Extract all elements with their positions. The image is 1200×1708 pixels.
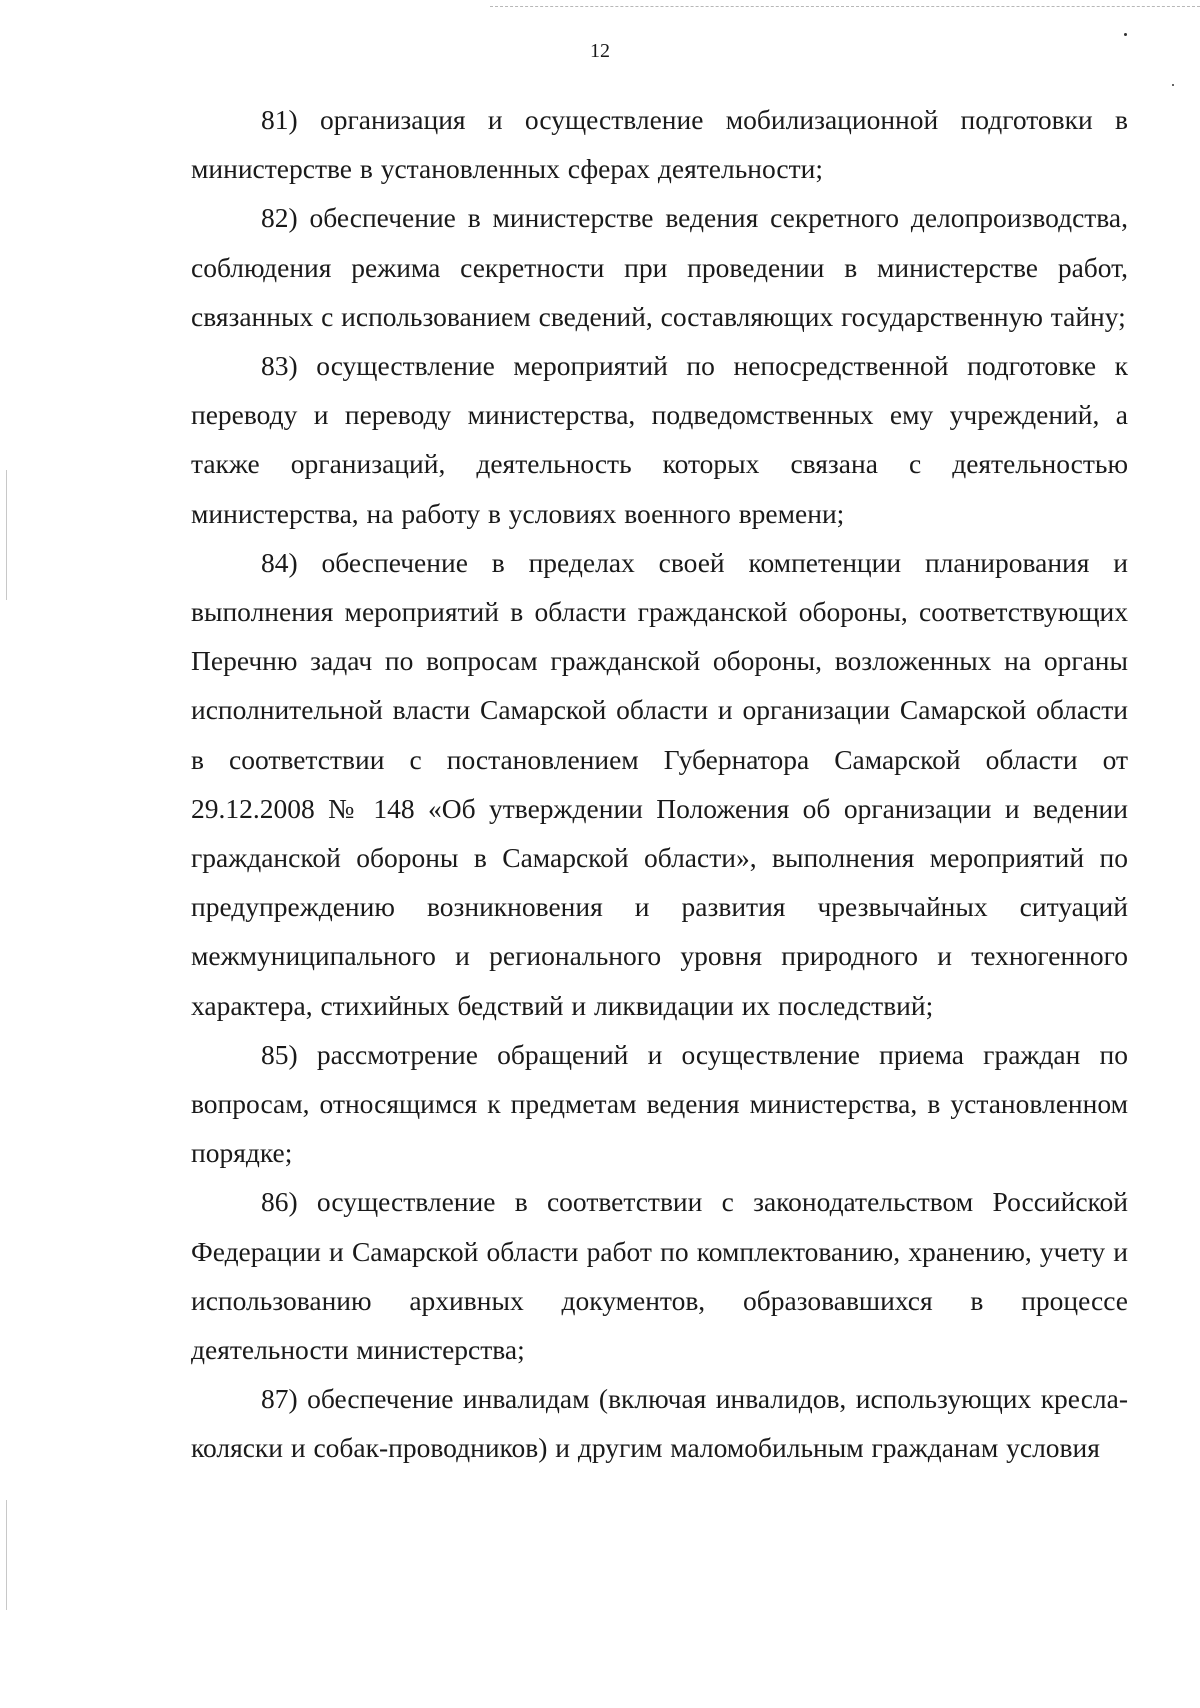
scan-artifact-left-edge [6, 1500, 7, 1610]
scan-artifact-left-edge [6, 470, 7, 600]
scan-speck [1172, 84, 1174, 86]
page-number: 12 [590, 40, 610, 62]
document-body [191, 95, 1128, 1473]
paragraph-item-85: 85) рассмотрение обращений и осуществление приема граждан по вопросам, относящимся к предметам ведения министерства, в установленном порядке; [191, 1038, 1128, 1169]
scan-speck [1124, 33, 1127, 36]
paragraph-item-86: 86) осуществление в соответствии с законодательством Российской Федерации и Самарской области работ по комплектованию, хранению, учету и использованию архивных документов, образовавшихся в процессе деятельности министерства; [191, 1186, 1128, 1366]
scan-artifact-top-line [490, 6, 1200, 7]
paragraph-item-81: 81) организация и осуществление мобилизационной подготовки в министерстве в установленных сферах деятельности; [191, 104, 1128, 185]
paragraph-item-82: 82) обеспечение в министерстве ведения секретного делопроизводства, соблюдения режима секретности при проведении в министерстве работ, связанных с использованием сведений, составляющих государственную тайну; [191, 202, 1128, 332]
paragraph-item-84: 84) обеспечение в пределах своей компетенции планирования и выполнения мероприятий в области гражданской обороны, соответствующих Перечню задач по вопросам гражданской обороны, возложенных на органы исполнительной власти Самарской области и организации Самарской области в соответствии с постановлением Губернатора Самарской области от 29.12.2008 № 148 «Об утверждении Положения об организации и ведении гражданской обороны в Самарской области», выполнения мероприятий по предупреждению возникновения и развития чрезвычайных ситуаций межмуниципального и регионального уровня природного и техногенного характера, стихийных бедствий и ликвидации их последствий; [191, 546, 1128, 1021]
paragraph-item-83: 83) осуществление мероприятий по непосредственной подготовке к переводу и переводу министерства, подведомственных ему учреждений, а также организаций, деятельность которых связана с деятельностью министерства, на работу в условиях военного времени; [191, 350, 1128, 529]
paragraph-item-87: 87) обеспечение инвалидам (включая инвалидов, использующих кресла-коляски и собак-проводников) и другим маломобильным гражданам условия [191, 1383, 1128, 1464]
